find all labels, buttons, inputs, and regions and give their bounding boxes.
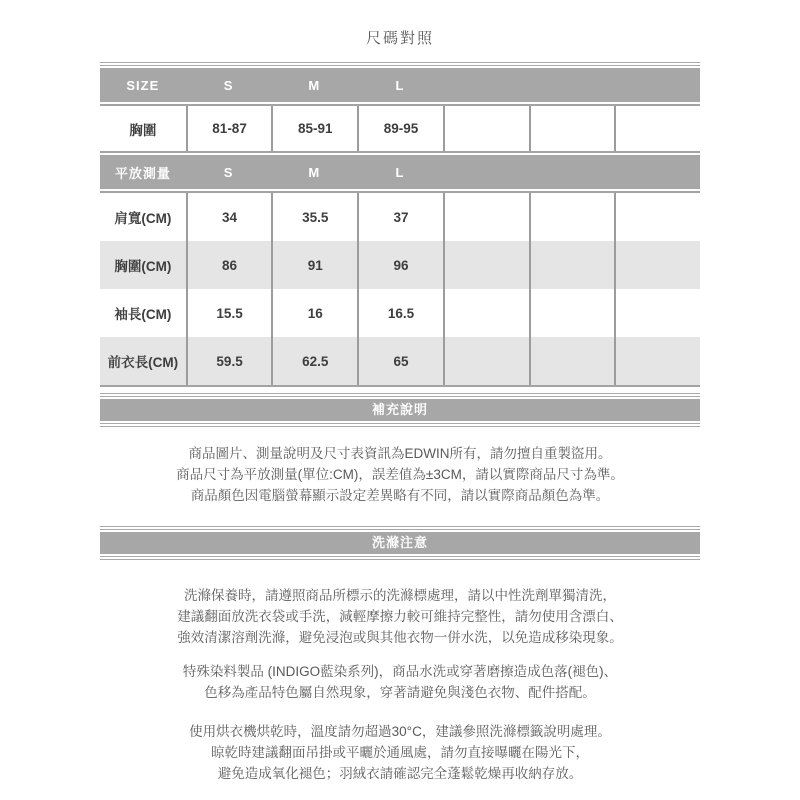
washing-line: 建議翻面放洗衣袋或手洗，減輕摩擦力較可維持完整性，請勿使用含漂白、	[177, 609, 623, 624]
washing-line: 晾乾時建議翻面吊掛或平曬於通風處，請勿直接曝曬在陽光下，	[211, 745, 589, 760]
table-cell	[614, 337, 700, 385]
separator-line	[100, 393, 700, 397]
table-cell: 81-87	[186, 106, 272, 151]
size-header-col-empty	[443, 68, 529, 102]
table-cell: 91	[271, 241, 357, 289]
size-header-col-empty	[614, 68, 700, 102]
table-cell: 89-95	[357, 106, 443, 151]
row-label: 胸圍(CM)	[114, 259, 172, 274]
size-header-col-empty	[529, 68, 615, 102]
supplement-line: 商品圖片、測量說明及尺寸表資訊為EDWIN所有，請勿擅自重製盜用。	[188, 446, 612, 461]
row-label: 胸圍	[129, 122, 157, 138]
flat-header-col-m: M	[308, 164, 321, 180]
size-table-header	[100, 68, 700, 102]
table-cell: 34	[186, 193, 272, 241]
size-header-col-l: L	[395, 77, 405, 93]
washing-line: 洗滌保養時，請遵照商品所標示的洗滌標處理，請以中性洗劑單獨清洗，	[184, 588, 616, 603]
flat-header-col-empty	[614, 155, 700, 189]
table-cell	[443, 241, 529, 289]
size-table	[100, 62, 700, 153]
table-cell: 65	[357, 337, 443, 385]
table-cell: 37	[357, 193, 443, 241]
supplement-line: 商品尺寸為平放測量(單位:CM)，誤差值為±3CM，請以實際商品尺寸為準。	[176, 467, 624, 482]
washing-line: 特殊染料製品 (INDIGO藍染系列)，商品水洗或穿著磨擦造成色落(褪色)、	[182, 664, 618, 679]
table-cell: 35.5	[271, 193, 357, 241]
size-header-label: SIZE	[126, 77, 160, 93]
washing-line: 強效清潔溶劑洗滌，避免浸泡或與其他衣物一併水洗，以免造成移染現象。	[177, 630, 623, 645]
supplement-section	[100, 393, 700, 427]
table-cell	[443, 289, 529, 337]
table-cell: 16.5	[357, 289, 443, 337]
washing-line: 使用烘衣機烘乾時，溫度請勿超過30°C，建議參照洗滌標籤說明處理。	[189, 724, 611, 739]
supplement-title: 補充說明	[100, 399, 700, 421]
table-row-sleeve	[100, 289, 700, 337]
washing-section	[100, 526, 700, 560]
size-table-body	[100, 104, 700, 153]
flat-table-header	[100, 155, 700, 189]
washing-title: 洗滌注意	[100, 532, 700, 554]
table-cell: 96	[357, 241, 443, 289]
flat-header-col-l: L	[395, 164, 405, 180]
washing-paragraph-1	[100, 585, 700, 648]
table-cell: 62.5	[271, 337, 357, 385]
washing-line: 避免造成氧化褪色；羽絨衣請確認完全蓬鬆乾燥再收納存放。	[217, 766, 583, 781]
washing-paragraph-3	[100, 721, 700, 784]
flat-measure-table	[100, 155, 700, 387]
separator-line	[100, 62, 700, 66]
table-cell: 16	[271, 289, 357, 337]
table-cell	[614, 289, 700, 337]
flat-header-label: 平放測量	[114, 165, 171, 181]
table-cell	[529, 193, 615, 241]
table-row-front-length	[100, 337, 700, 385]
table-cell: 59.5	[186, 337, 272, 385]
table-cell	[443, 106, 529, 151]
content-area	[100, 62, 700, 784]
flat-table-body	[100, 191, 700, 387]
flat-header-col-empty	[443, 155, 529, 189]
table-cell: 85-91	[271, 106, 357, 151]
table-row-chest	[100, 241, 700, 289]
separator-line	[100, 526, 700, 530]
washing-paragraph-2	[100, 661, 700, 703]
table-cell	[529, 241, 615, 289]
table-cell	[529, 289, 615, 337]
table-cell	[443, 337, 529, 385]
flat-header-col-s: S	[223, 164, 234, 180]
supplement-line: 商品顏色因電腦螢幕顯示設定差異略有不同，請以實際商品顏色為準。	[190, 488, 610, 503]
row-label: 前衣長(CM)	[107, 355, 179, 370]
row-label: 袖長(CM)	[114, 307, 172, 322]
page-title: 尺碼對照	[365, 30, 434, 47]
table-cell: 86	[186, 241, 272, 289]
table-cell	[529, 337, 615, 385]
table-cell	[443, 193, 529, 241]
table-row	[100, 106, 700, 151]
separator-line	[100, 423, 700, 427]
table-cell	[529, 106, 615, 151]
separator-line	[100, 556, 700, 560]
table-row-shoulder	[100, 193, 700, 241]
table-cell: 15.5	[186, 289, 272, 337]
table-cell	[614, 106, 700, 151]
size-header-col-m: M	[308, 77, 321, 93]
table-cell	[614, 193, 700, 241]
row-label: 肩寬(CM)	[114, 211, 172, 226]
supplement-text	[100, 443, 700, 506]
flat-header-col-empty	[529, 155, 615, 189]
washing-line: 色移為產品特色屬自然現象，穿著請避免與淺色衣物、配件搭配。	[204, 685, 596, 700]
table-cell	[614, 241, 700, 289]
size-header-col-s: S	[223, 77, 234, 93]
